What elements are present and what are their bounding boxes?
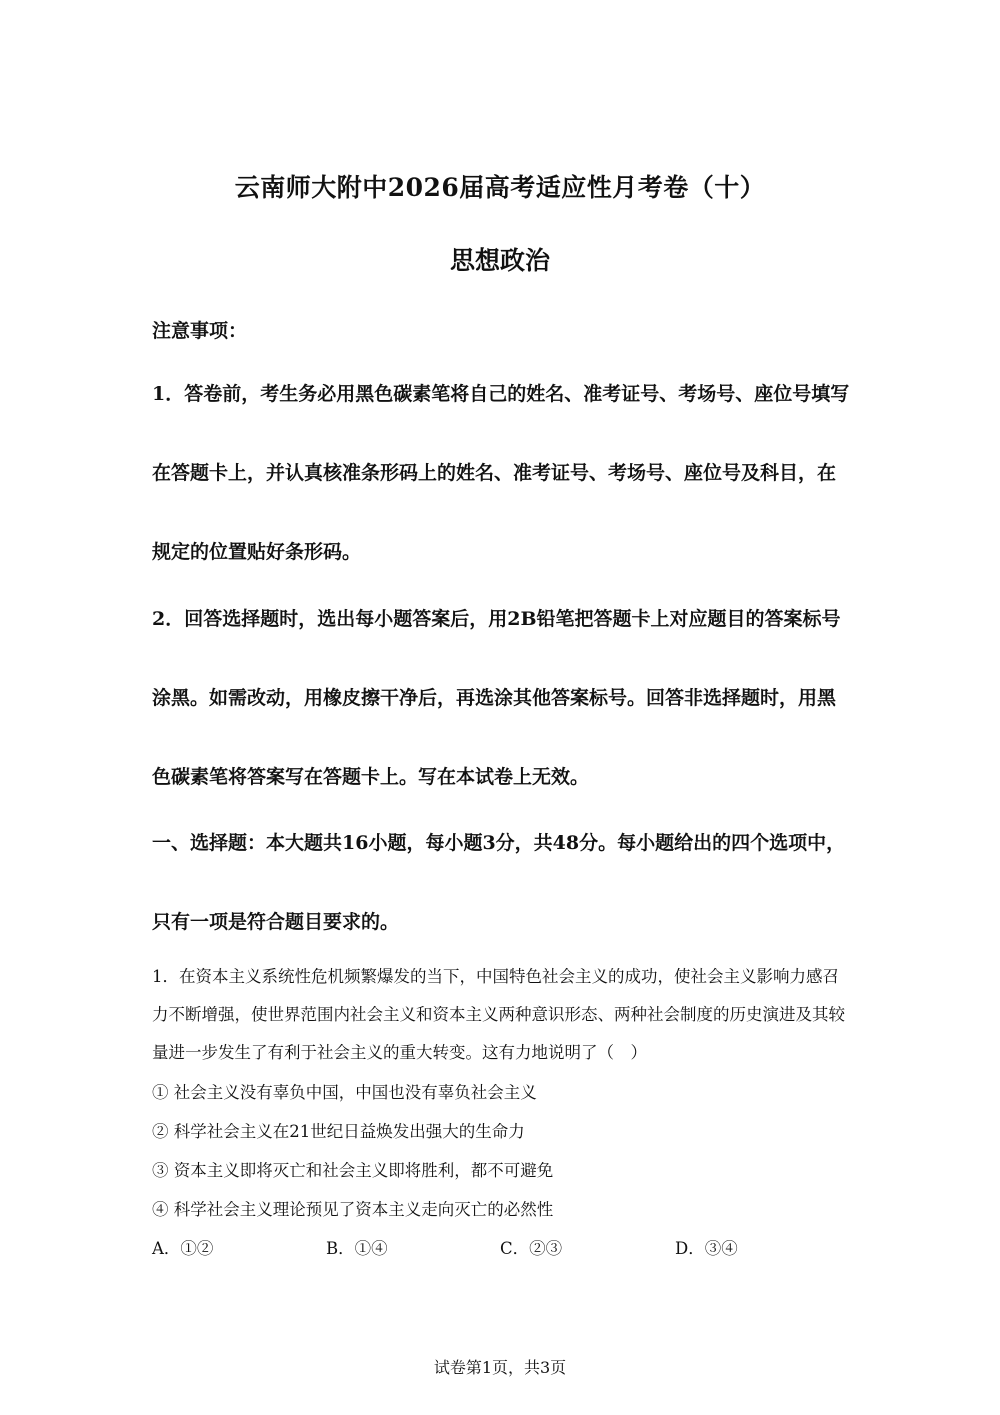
subject-title: 思想政治 <box>449 246 550 275</box>
notice-item-1: 1．答卷前，考生务必用黑色碳素笔将自己的姓名、准考证号、考场号、座位号填写在答题卡上，并认真核准条形码上的姓名、准考证号、考场号、座位号及科目，在规定的位置贴好条形码。 <box>152 383 850 563</box>
question-1-stem: 1．在资本主义系统性危机频繁爆发的当下，中国特色社会主义的成功，使社会主义影响力感召力不断增强，使世界范围内社会主义和资本主义两种意识形态、两种社会制度的历史演进及其较量进一步发生了有利于社会主义的重大转变。这有力地说明了（ ） <box>152 967 845 1062</box>
notice-heading: 注意事项： <box>152 320 248 342</box>
question-1-statement-3: ③ 资本主义即将灭亡和社会主义即将胜利，都不可避免 <box>152 1161 554 1180</box>
question-1-statement-2: ② 科学社会主义在21世纪日益焕发出强大的生命力 <box>152 1122 525 1141</box>
section-heading: 一、选择题：本大题共16小题，每小题3分，共48分。每小题给出的四个选项中，只有一项是符合题目要求的。 <box>152 832 846 933</box>
question-1-statement-1: ① 社会主义没有辜负中国，中国也没有辜负社会主义 <box>152 1083 537 1102</box>
question-1-option-b: B．①④ <box>326 1239 388 1258</box>
exam-title: 云南师大附中2026届高考适应性月考卷（十） <box>234 173 766 202</box>
question-1-option-a: A．①② <box>152 1239 214 1258</box>
notice-item-2: 2．回答选择题时，选出每小题答案后，用2B铅笔把答题卡上对应题目的答案标号涂黑。如需改动，用橡皮擦干净后，再选涂其他答案标号。回答非选择题时，用黑色碳素笔将答案写在答题卡上。写在本试卷上无效。 <box>152 608 841 788</box>
question-1-statement-4: ④ 科学社会主义理论预见了资本主义走向灭亡的必然性 <box>152 1200 554 1219</box>
question-1-option-d: D．③④ <box>675 1239 738 1258</box>
page-footer: 试卷第1页，共3页 <box>433 1358 567 1377</box>
question-1-option-c: C．②③ <box>500 1239 563 1258</box>
